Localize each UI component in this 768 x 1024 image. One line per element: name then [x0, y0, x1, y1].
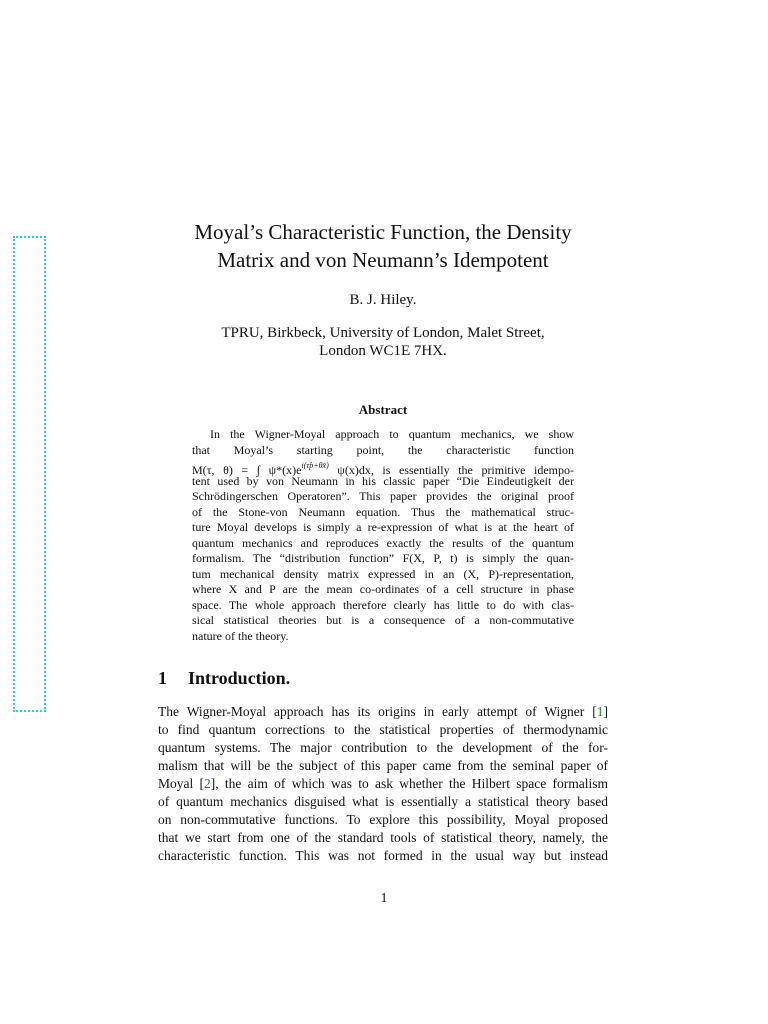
intro-line: The Wigner-Moyal approach has its origins in early attempt of Wigner [1]	[158, 704, 608, 719]
abstract-line: M(τ, θ) = ∫ $\psi*(x)e^{i(\tau p̂+\theta x̂)}$ ψ(x)dx, is essentially the primitive idempo-	[192, 461, 574, 477]
abstract-line: Schrödingerschen Operatoren”. This paper provides the original proof	[192, 489, 574, 503]
intro-line: to find quantum corrections to the statistical properties of thermodynamic	[158, 722, 608, 737]
abstract-line: of the Stone-von Neumann equation. Thus the mathematical struc-	[192, 504, 574, 519]
section-number: 1	[158, 668, 167, 688]
intro-line: on non-commutative functions. To explore this possibility, Moyal proposed	[158, 812, 608, 827]
abstract-line: tum mechanical density matrix expressed in an (X, P)-representation,	[192, 566, 574, 581]
introduction-body	[158, 703, 608, 865]
intro-line: malism that will be the subject of this paper came from the seminal paper of	[158, 758, 608, 773]
dotted-frame	[13, 236, 46, 712]
intro-line: characteristic function. This was not formed in the usual way but instead	[158, 848, 608, 863]
intro-line: that we start from one of the standard tools of statistical theory, namely, the	[158, 830, 608, 845]
intro-line: quantum systems. The major contribution to the development of the for-	[158, 740, 608, 755]
abstract-line: formalism. The “distribution function” F(X, P, t) is simply the quan-	[192, 551, 574, 565]
abstract-heading: Abstract	[358, 402, 408, 417]
abstract-line: In the Wigner-Moyal approach to quantum mechanics, we show	[210, 427, 574, 441]
citation-link[interactable]: 1	[596, 704, 604, 719]
abstract-line: that Moyal’s starting point, the characteristic function	[192, 442, 574, 457]
paper-title	[160, 218, 606, 274]
abstract-line: tent used by von Neumann in his classic paper “Die Eindeutigkeit der	[192, 473, 574, 488]
title-line-1: Moyal’s Characteristic Function, the Density	[194, 220, 572, 244]
abstract-line: sical statistical theories but is a consequence of a non-commutative	[192, 613, 574, 627]
intro-line: of quantum mechanics disguised what is essentially a statistical theory based	[158, 794, 608, 809]
affiliation-line-2: London WC1E 7HX.	[319, 343, 447, 359]
intro-line: Moyal [2], the aim of which was to ask whether the Hilbert space formalism	[158, 776, 608, 791]
page-number: 1	[380, 890, 388, 905]
section-title: Introduction.	[188, 668, 291, 688]
affiliation-line-1: TPRU, Birkbeck, University of London, Malet Street,	[221, 325, 545, 341]
author: B. J. Hiley.	[349, 292, 417, 308]
abstract-body	[192, 427, 574, 644]
abstract-line: quantum mechanics and reproduces exactly the results of the quantum	[192, 535, 574, 550]
abstract-line: space. The whole approach therefore clearly has little to do with clas-	[192, 597, 574, 612]
abstract-line: ture Moyal develops is simply a re-expression of what is at the heart of	[192, 520, 574, 534]
abstract-line: nature of the theory.	[192, 628, 289, 643]
section-heading	[158, 667, 290, 689]
affiliation	[160, 324, 606, 360]
title-line-2: Matrix and von Neumann’s Idempotent	[217, 248, 549, 272]
citation-link[interactable]: 2	[204, 776, 211, 791]
abstract-line: where X and P are the mean co-ordinates of a cell structure in phase	[192, 582, 574, 596]
